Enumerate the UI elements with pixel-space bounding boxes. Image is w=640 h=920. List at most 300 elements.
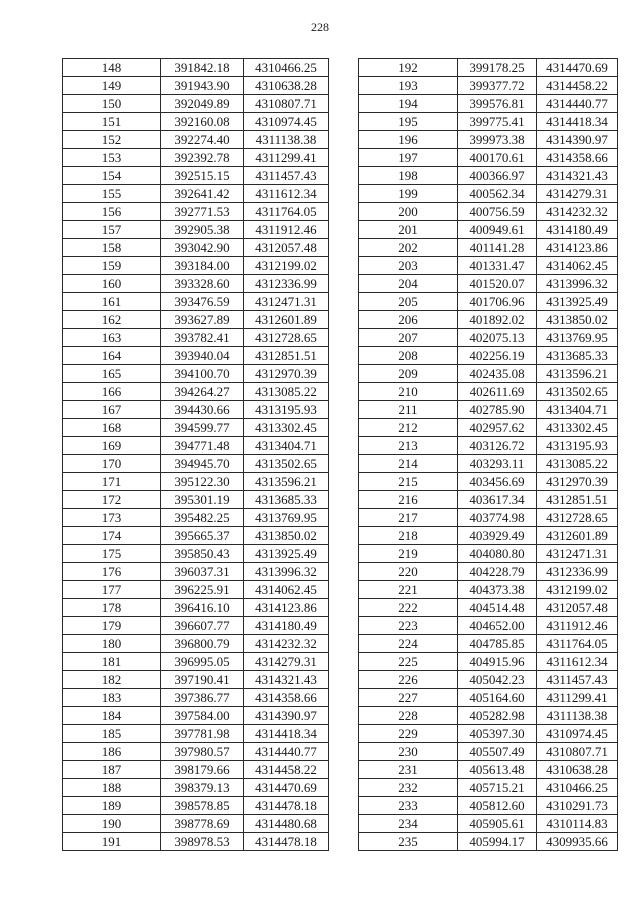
x-coordinate-cell: 395122.30 — [161, 473, 244, 491]
table-row — [359, 419, 618, 437]
point-number-cell: 235 — [359, 833, 458, 851]
table-row — [359, 401, 618, 419]
point-number-cell: 191 — [63, 833, 161, 851]
y-coordinate-cell: 4313302.45 — [244, 419, 329, 437]
point-number-cell: 164 — [63, 347, 161, 365]
table-row — [63, 527, 329, 545]
y-coordinate-cell: 4313850.02 — [537, 311, 618, 329]
x-coordinate-cell: 396225.91 — [161, 581, 244, 599]
x-coordinate-cell: 403126.72 — [458, 437, 537, 455]
point-number-cell: 187 — [63, 761, 161, 779]
y-coordinate-cell: 4310638.28 — [244, 77, 329, 95]
x-coordinate-cell: 402611.69 — [458, 383, 537, 401]
table-row — [359, 455, 618, 473]
y-coordinate-cell: 4311138.38 — [244, 131, 329, 149]
left-table-body — [63, 59, 329, 851]
table-row — [359, 167, 618, 185]
point-number-cell: 202 — [359, 239, 458, 257]
x-coordinate-cell: 401892.02 — [458, 311, 537, 329]
table-row — [63, 347, 329, 365]
y-coordinate-cell: 4314470.69 — [537, 59, 618, 77]
table-row — [63, 707, 329, 725]
y-coordinate-cell: 4310638.28 — [537, 761, 618, 779]
y-coordinate-cell: 4314358.66 — [537, 149, 618, 167]
y-coordinate-cell: 4312728.65 — [244, 329, 329, 347]
point-number-cell: 179 — [63, 617, 161, 635]
point-number-cell: 192 — [359, 59, 458, 77]
point-number-cell: 186 — [63, 743, 161, 761]
x-coordinate-cell: 396800.79 — [161, 635, 244, 653]
y-coordinate-cell: 4314062.45 — [537, 257, 618, 275]
point-number-cell: 168 — [63, 419, 161, 437]
x-coordinate-cell: 402256.19 — [458, 347, 537, 365]
table-row — [359, 113, 618, 131]
table-row — [359, 599, 618, 617]
y-coordinate-cell: 4314478.18 — [244, 833, 329, 851]
y-coordinate-cell: 4314321.43 — [244, 671, 329, 689]
x-coordinate-cell: 400562.34 — [458, 185, 537, 203]
table-row — [63, 311, 329, 329]
x-coordinate-cell: 393328.60 — [161, 275, 244, 293]
point-number-cell: 183 — [63, 689, 161, 707]
y-coordinate-cell: 4310114.83 — [537, 815, 618, 833]
point-number-cell: 213 — [359, 437, 458, 455]
point-number-cell: 190 — [63, 815, 161, 833]
table-row — [359, 437, 618, 455]
y-coordinate-cell: 4312057.48 — [244, 239, 329, 257]
point-number-cell: 205 — [359, 293, 458, 311]
x-coordinate-cell: 398978.53 — [161, 833, 244, 851]
point-number-cell: 149 — [63, 77, 161, 95]
point-number-cell: 231 — [359, 761, 458, 779]
y-coordinate-cell: 4313085.22 — [244, 383, 329, 401]
y-coordinate-cell: 4313769.95 — [244, 509, 329, 527]
y-coordinate-cell: 4311764.05 — [244, 203, 329, 221]
x-coordinate-cell: 405282.98 — [458, 707, 537, 725]
y-coordinate-cell: 4312471.31 — [537, 545, 618, 563]
y-coordinate-cell: 4312851.51 — [244, 347, 329, 365]
table-row — [359, 329, 618, 347]
x-coordinate-cell: 393476.59 — [161, 293, 244, 311]
point-number-cell: 175 — [63, 545, 161, 563]
x-coordinate-cell: 400366.97 — [458, 167, 537, 185]
point-number-cell: 154 — [63, 167, 161, 185]
y-coordinate-cell: 4310466.25 — [537, 779, 618, 797]
y-coordinate-cell: 4313685.33 — [537, 347, 618, 365]
y-coordinate-cell: 4310974.45 — [244, 113, 329, 131]
y-coordinate-cell: 4310974.45 — [537, 725, 618, 743]
table-row — [359, 473, 618, 491]
x-coordinate-cell: 400949.61 — [458, 221, 537, 239]
y-coordinate-cell: 4311612.34 — [537, 653, 618, 671]
table-row — [63, 437, 329, 455]
point-number-cell: 159 — [63, 257, 161, 275]
y-coordinate-cell: 4313769.95 — [537, 329, 618, 347]
table-row — [359, 617, 618, 635]
y-coordinate-cell: 4313596.21 — [244, 473, 329, 491]
table-row — [63, 689, 329, 707]
x-coordinate-cell: 405164.60 — [458, 689, 537, 707]
table-row — [63, 779, 329, 797]
point-number-cell: 172 — [63, 491, 161, 509]
x-coordinate-cell: 392771.53 — [161, 203, 244, 221]
point-number-cell: 225 — [359, 653, 458, 671]
x-coordinate-cell: 405905.61 — [458, 815, 537, 833]
x-coordinate-cell: 394100.70 — [161, 365, 244, 383]
table-row — [359, 563, 618, 581]
point-number-cell: 223 — [359, 617, 458, 635]
x-coordinate-cell: 405715.21 — [458, 779, 537, 797]
x-coordinate-cell: 399178.25 — [458, 59, 537, 77]
y-coordinate-cell: 4310807.71 — [537, 743, 618, 761]
point-number-cell: 227 — [359, 689, 458, 707]
point-number-cell: 160 — [63, 275, 161, 293]
table-row — [359, 761, 618, 779]
coordinates-table-left — [62, 58, 329, 851]
y-coordinate-cell: 4312601.89 — [537, 527, 618, 545]
y-coordinate-cell: 4311912.46 — [537, 617, 618, 635]
y-coordinate-cell: 4314358.66 — [244, 689, 329, 707]
table-row — [359, 185, 618, 203]
x-coordinate-cell: 401520.07 — [458, 275, 537, 293]
x-coordinate-cell: 397386.77 — [161, 689, 244, 707]
x-coordinate-cell: 398778.69 — [161, 815, 244, 833]
table-row — [63, 833, 329, 851]
point-number-cell: 176 — [63, 563, 161, 581]
point-number-cell: 206 — [359, 311, 458, 329]
y-coordinate-cell: 4312336.99 — [244, 275, 329, 293]
table-row — [359, 293, 618, 311]
x-coordinate-cell: 404652.00 — [458, 617, 537, 635]
table-row — [359, 347, 618, 365]
x-coordinate-cell: 398379.13 — [161, 779, 244, 797]
table-row — [359, 95, 618, 113]
x-coordinate-cell: 403456.69 — [458, 473, 537, 491]
y-coordinate-cell: 4313996.32 — [537, 275, 618, 293]
point-number-cell: 151 — [63, 113, 161, 131]
point-number-cell: 219 — [359, 545, 458, 563]
table-row — [359, 311, 618, 329]
y-coordinate-cell: 4310291.73 — [537, 797, 618, 815]
x-coordinate-cell: 404785.85 — [458, 635, 537, 653]
table-row — [359, 671, 618, 689]
x-coordinate-cell: 401331.47 — [458, 257, 537, 275]
x-coordinate-cell: 399973.38 — [458, 131, 537, 149]
table-row — [63, 167, 329, 185]
point-number-cell: 209 — [359, 365, 458, 383]
right-table-body — [359, 59, 618, 851]
x-coordinate-cell: 397190.41 — [161, 671, 244, 689]
point-number-cell: 229 — [359, 725, 458, 743]
point-number-cell: 189 — [63, 797, 161, 815]
y-coordinate-cell: 4314480.68 — [244, 815, 329, 833]
point-number-cell: 212 — [359, 419, 458, 437]
y-coordinate-cell: 4314440.77 — [537, 95, 618, 113]
table-row — [63, 257, 329, 275]
point-number-cell: 165 — [63, 365, 161, 383]
point-number-cell: 233 — [359, 797, 458, 815]
x-coordinate-cell: 393184.00 — [161, 257, 244, 275]
table-row — [63, 203, 329, 221]
coordinates-table-right — [358, 58, 618, 851]
x-coordinate-cell: 395850.43 — [161, 545, 244, 563]
table-row — [63, 149, 329, 167]
y-coordinate-cell: 4310807.71 — [244, 95, 329, 113]
x-coordinate-cell: 396416.10 — [161, 599, 244, 617]
x-coordinate-cell: 403617.34 — [458, 491, 537, 509]
y-coordinate-cell: 4313404.71 — [244, 437, 329, 455]
y-coordinate-cell: 4313996.32 — [244, 563, 329, 581]
point-number-cell: 153 — [63, 149, 161, 167]
table-row — [63, 275, 329, 293]
y-coordinate-cell: 4314321.43 — [537, 167, 618, 185]
y-coordinate-cell: 4312471.31 — [244, 293, 329, 311]
x-coordinate-cell: 405397.30 — [458, 725, 537, 743]
x-coordinate-cell: 391943.90 — [161, 77, 244, 95]
x-coordinate-cell: 397980.57 — [161, 743, 244, 761]
table-row — [359, 689, 618, 707]
x-coordinate-cell: 392160.08 — [161, 113, 244, 131]
x-coordinate-cell: 398578.85 — [161, 797, 244, 815]
point-number-cell: 207 — [359, 329, 458, 347]
x-coordinate-cell: 402075.13 — [458, 329, 537, 347]
y-coordinate-cell: 4314123.86 — [537, 239, 618, 257]
table-row — [63, 59, 329, 77]
y-coordinate-cell: 4313685.33 — [244, 491, 329, 509]
x-coordinate-cell: 394599.77 — [161, 419, 244, 437]
table-row — [63, 77, 329, 95]
y-coordinate-cell: 4313085.22 — [537, 455, 618, 473]
x-coordinate-cell: 404514.48 — [458, 599, 537, 617]
point-number-cell: 174 — [63, 527, 161, 545]
table-row — [63, 293, 329, 311]
y-coordinate-cell: 4314123.86 — [244, 599, 329, 617]
point-number-cell: 158 — [63, 239, 161, 257]
y-coordinate-cell: 4313195.93 — [537, 437, 618, 455]
point-number-cell: 170 — [63, 455, 161, 473]
y-coordinate-cell: 4312851.51 — [537, 491, 618, 509]
table-row — [359, 815, 618, 833]
table-row — [63, 815, 329, 833]
x-coordinate-cell: 405507.49 — [458, 743, 537, 761]
table-row — [63, 455, 329, 473]
table-row — [359, 491, 618, 509]
point-number-cell: 226 — [359, 671, 458, 689]
point-number-cell: 157 — [63, 221, 161, 239]
table-row — [359, 509, 618, 527]
table-row — [63, 509, 329, 527]
x-coordinate-cell: 392392.78 — [161, 149, 244, 167]
y-coordinate-cell: 4313302.45 — [537, 419, 618, 437]
x-coordinate-cell: 393042.90 — [161, 239, 244, 257]
table-row — [63, 635, 329, 653]
y-coordinate-cell: 4313925.49 — [537, 293, 618, 311]
point-number-cell: 156 — [63, 203, 161, 221]
point-number-cell: 152 — [63, 131, 161, 149]
point-number-cell: 166 — [63, 383, 161, 401]
table-row — [359, 635, 618, 653]
x-coordinate-cell: 395301.19 — [161, 491, 244, 509]
x-coordinate-cell: 405042.23 — [458, 671, 537, 689]
point-number-cell: 222 — [359, 599, 458, 617]
y-coordinate-cell: 4313502.65 — [244, 455, 329, 473]
point-number-cell: 169 — [63, 437, 161, 455]
point-number-cell: 199 — [359, 185, 458, 203]
page-number: 228 — [311, 20, 329, 34]
point-number-cell: 232 — [359, 779, 458, 797]
table-row — [63, 131, 329, 149]
x-coordinate-cell: 391842.18 — [161, 59, 244, 77]
x-coordinate-cell: 404228.79 — [458, 563, 537, 581]
table-row — [359, 239, 618, 257]
x-coordinate-cell: 402785.90 — [458, 401, 537, 419]
table-row — [63, 365, 329, 383]
point-number-cell: 178 — [63, 599, 161, 617]
table-row — [359, 833, 618, 851]
table-row — [359, 581, 618, 599]
y-coordinate-cell: 4314279.31 — [244, 653, 329, 671]
y-coordinate-cell: 4313195.93 — [244, 401, 329, 419]
x-coordinate-cell: 401141.28 — [458, 239, 537, 257]
x-coordinate-cell: 399576.81 — [458, 95, 537, 113]
point-number-cell: 215 — [359, 473, 458, 491]
table-row — [63, 329, 329, 347]
point-number-cell: 214 — [359, 455, 458, 473]
y-coordinate-cell: 4313404.71 — [537, 401, 618, 419]
x-coordinate-cell: 395665.37 — [161, 527, 244, 545]
x-coordinate-cell: 403293.11 — [458, 455, 537, 473]
table-row — [359, 707, 618, 725]
y-coordinate-cell: 4311299.41 — [537, 689, 618, 707]
x-coordinate-cell: 394264.27 — [161, 383, 244, 401]
x-coordinate-cell: 405613.48 — [458, 761, 537, 779]
point-number-cell: 181 — [63, 653, 161, 671]
table-row — [359, 545, 618, 563]
x-coordinate-cell: 400170.61 — [458, 149, 537, 167]
table-row — [63, 725, 329, 743]
point-number-cell: 217 — [359, 509, 458, 527]
table-row — [63, 491, 329, 509]
table-row — [359, 725, 618, 743]
point-number-cell: 163 — [63, 329, 161, 347]
y-coordinate-cell: 4314458.22 — [537, 77, 618, 95]
y-coordinate-cell: 4309935.66 — [537, 833, 618, 851]
x-coordinate-cell: 405812.60 — [458, 797, 537, 815]
x-coordinate-cell: 404080.80 — [458, 545, 537, 563]
point-number-cell: 204 — [359, 275, 458, 293]
point-number-cell: 196 — [359, 131, 458, 149]
x-coordinate-cell: 392905.38 — [161, 221, 244, 239]
x-coordinate-cell: 400756.59 — [458, 203, 537, 221]
point-number-cell: 210 — [359, 383, 458, 401]
x-coordinate-cell: 396037.31 — [161, 563, 244, 581]
y-coordinate-cell: 4314232.32 — [537, 203, 618, 221]
point-number-cell: 173 — [63, 509, 161, 527]
y-coordinate-cell: 4312057.48 — [537, 599, 618, 617]
point-number-cell: 224 — [359, 635, 458, 653]
x-coordinate-cell: 392049.89 — [161, 95, 244, 113]
x-coordinate-cell: 396607.77 — [161, 617, 244, 635]
x-coordinate-cell: 393782.41 — [161, 329, 244, 347]
table-row — [63, 419, 329, 437]
table-row — [63, 743, 329, 761]
table-row — [63, 545, 329, 563]
point-number-cell: 171 — [63, 473, 161, 491]
point-number-cell: 228 — [359, 707, 458, 725]
table-row — [63, 95, 329, 113]
x-coordinate-cell: 392641.42 — [161, 185, 244, 203]
point-number-cell: 200 — [359, 203, 458, 221]
point-number-cell: 211 — [359, 401, 458, 419]
x-coordinate-cell: 394771.48 — [161, 437, 244, 455]
point-number-cell: 195 — [359, 113, 458, 131]
point-number-cell: 203 — [359, 257, 458, 275]
x-coordinate-cell: 401706.96 — [458, 293, 537, 311]
y-coordinate-cell: 4312199.02 — [244, 257, 329, 275]
y-coordinate-cell: 4312970.39 — [537, 473, 618, 491]
table-row — [359, 77, 618, 95]
y-coordinate-cell: 4311457.43 — [537, 671, 618, 689]
table-row — [359, 257, 618, 275]
point-number-cell: 221 — [359, 581, 458, 599]
table-row — [63, 653, 329, 671]
y-coordinate-cell: 4313596.21 — [537, 365, 618, 383]
y-coordinate-cell: 4314418.34 — [244, 725, 329, 743]
y-coordinate-cell: 4311612.34 — [244, 185, 329, 203]
table-row — [63, 761, 329, 779]
x-coordinate-cell: 393940.04 — [161, 347, 244, 365]
table-row — [359, 59, 618, 77]
table-row — [359, 131, 618, 149]
y-coordinate-cell: 4311457.43 — [244, 167, 329, 185]
point-number-cell: 167 — [63, 401, 161, 419]
x-coordinate-cell: 404373.38 — [458, 581, 537, 599]
y-coordinate-cell: 4311138.38 — [537, 707, 618, 725]
table-row — [359, 653, 618, 671]
table-row — [359, 743, 618, 761]
table-row — [359, 797, 618, 815]
point-number-cell: 185 — [63, 725, 161, 743]
y-coordinate-cell: 4312601.89 — [244, 311, 329, 329]
point-number-cell: 234 — [359, 815, 458, 833]
point-number-cell: 218 — [359, 527, 458, 545]
x-coordinate-cell: 398179.66 — [161, 761, 244, 779]
point-number-cell: 193 — [359, 77, 458, 95]
table-row — [63, 383, 329, 401]
table-row — [63, 797, 329, 815]
point-number-cell: 216 — [359, 491, 458, 509]
x-coordinate-cell: 396995.05 — [161, 653, 244, 671]
table-row — [63, 221, 329, 239]
point-number-cell: 177 — [63, 581, 161, 599]
table-row — [63, 617, 329, 635]
y-coordinate-cell: 4313850.02 — [244, 527, 329, 545]
table-row — [359, 203, 618, 221]
y-coordinate-cell: 4314180.49 — [537, 221, 618, 239]
y-coordinate-cell: 4314232.32 — [244, 635, 329, 653]
table-row — [359, 779, 618, 797]
table-row — [63, 239, 329, 257]
y-coordinate-cell: 4314470.69 — [244, 779, 329, 797]
table-row — [63, 599, 329, 617]
y-coordinate-cell: 4311912.46 — [244, 221, 329, 239]
y-coordinate-cell: 4314458.22 — [244, 761, 329, 779]
table-row — [359, 221, 618, 239]
point-number-cell: 162 — [63, 311, 161, 329]
y-coordinate-cell: 4312970.39 — [244, 365, 329, 383]
x-coordinate-cell: 403774.98 — [458, 509, 537, 527]
x-coordinate-cell: 392515.15 — [161, 167, 244, 185]
